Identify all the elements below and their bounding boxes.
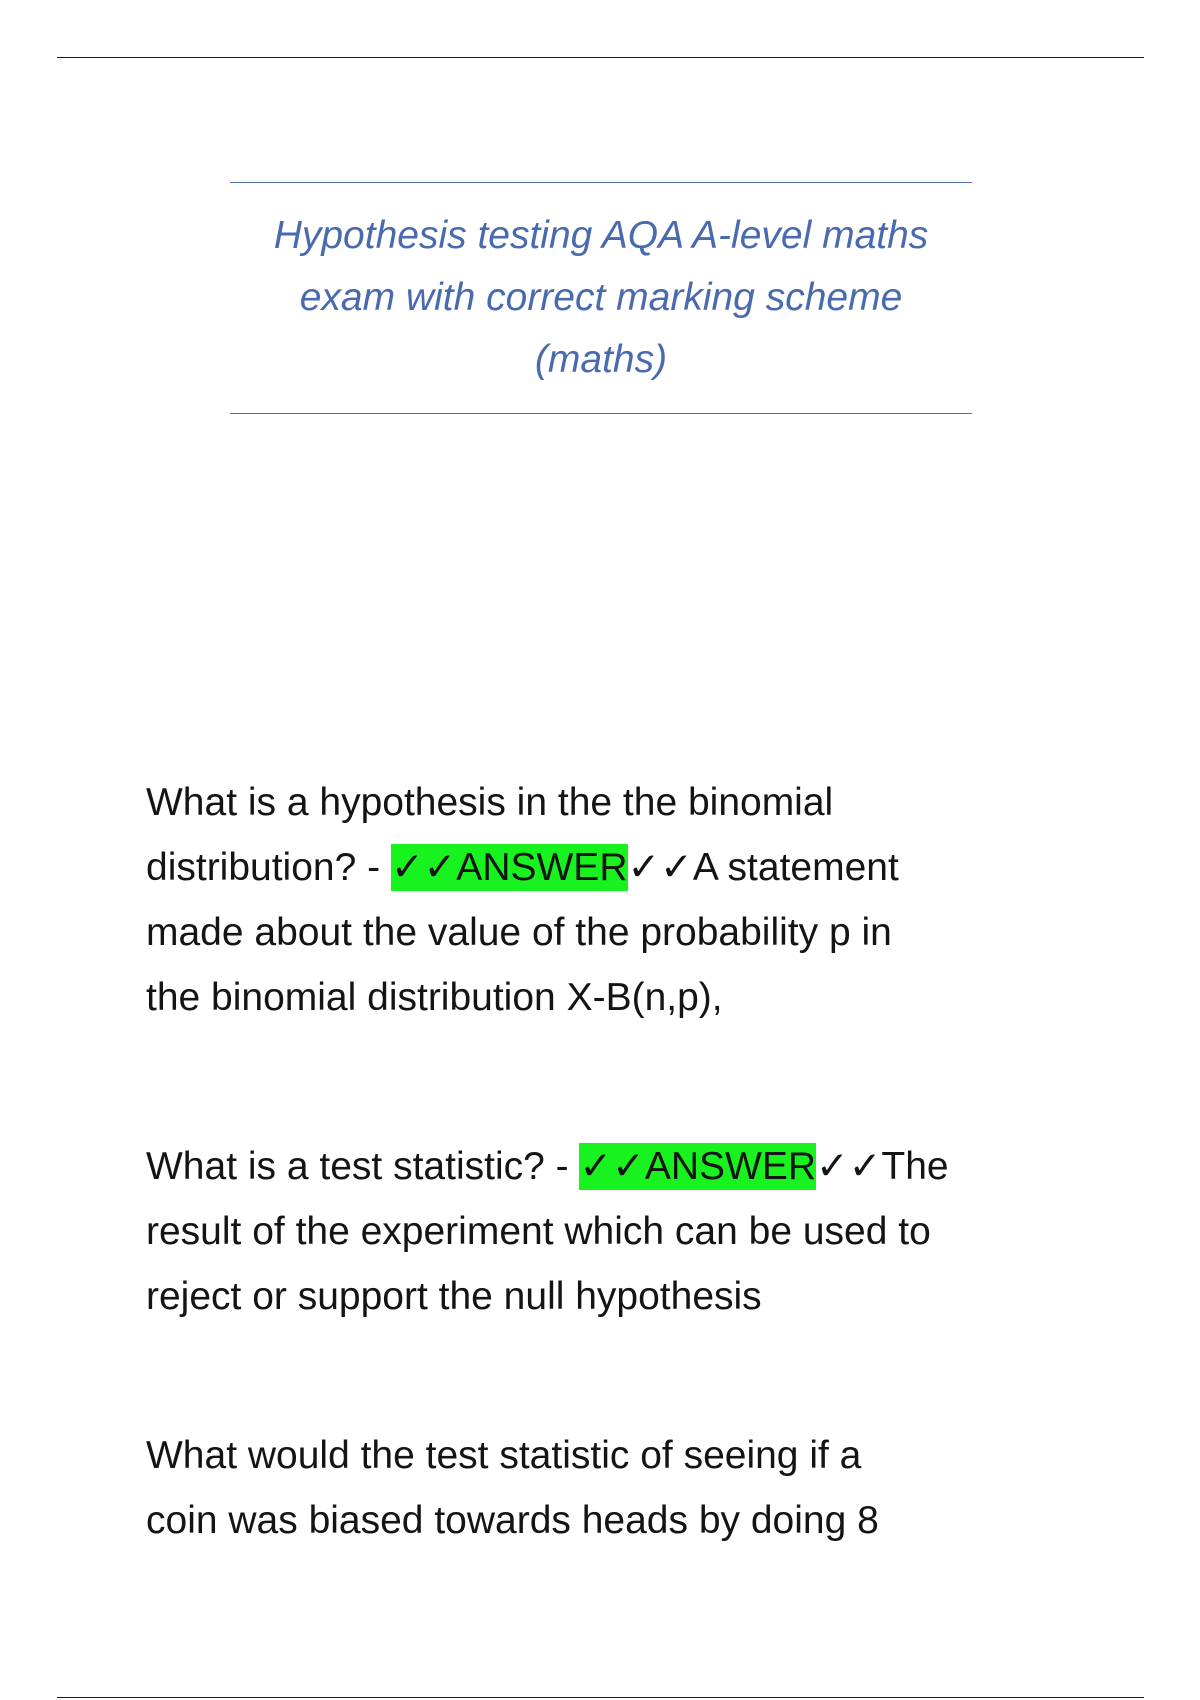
- question-text: distribution? -: [146, 846, 391, 889]
- qa-item-2: [146, 1134, 1066, 1329]
- question-text: What is a test statistic? -: [146, 1145, 580, 1188]
- qa-item-1: [146, 770, 1066, 1030]
- answer-text: The: [881, 1145, 949, 1188]
- answer-highlight: ✓✓ANSWER: [390, 846, 628, 889]
- answer-text: A statement: [692, 846, 899, 889]
- qa-line: [146, 1134, 1066, 1199]
- qa-line: coin was biased towards heads by doing 8: [146, 1499, 879, 1542]
- qa-item-3: [146, 1423, 1066, 1553]
- page-bottom-rule: [57, 1697, 1144, 1698]
- qa-line: the binomial distribution X-B(n,p),: [146, 976, 723, 1019]
- qa-line: What is a hypothesis in the the binomial: [146, 781, 834, 824]
- qa-line: What would the test statistic of seeing if a: [146, 1434, 862, 1477]
- answer-highlight: ✓✓ANSWER: [579, 1145, 817, 1188]
- title-block: [230, 182, 972, 414]
- document-title: Hypothesis testing AQA A-level maths exam with correct marking scheme (maths): [273, 214, 929, 381]
- qa-line: reject or support the null hypothesis: [146, 1275, 762, 1318]
- qa-line: [146, 835, 1066, 900]
- answer-check-marks: ✓✓: [816, 1145, 882, 1188]
- page-top-rule: [57, 57, 1144, 58]
- qa-line: made about the value of the probability p in: [146, 911, 892, 954]
- answer-check-marks: ✓✓: [627, 846, 693, 889]
- qa-line: result of the experiment which can be used to: [146, 1210, 931, 1253]
